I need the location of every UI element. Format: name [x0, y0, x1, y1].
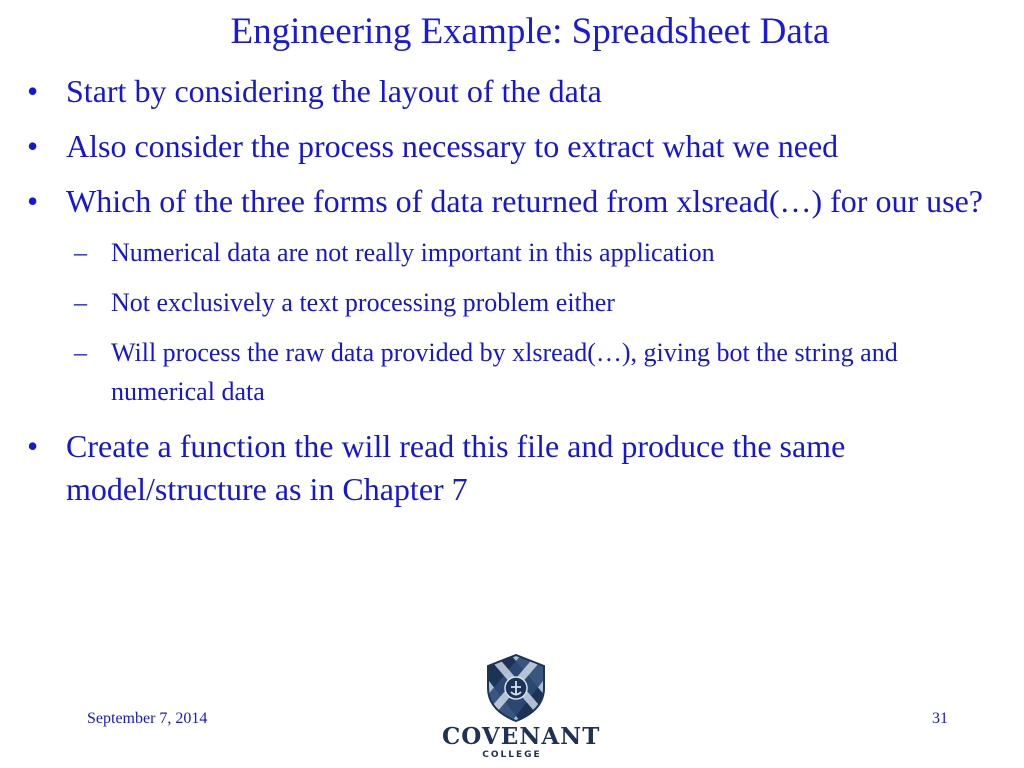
- sub-bullet-item: [27, 283, 987, 322]
- bullet-text: Start by considering the layout of the data: [66, 73, 602, 109]
- sub-bullet-marker: –: [74, 288, 87, 317]
- footer-date: September 7, 2014: [87, 710, 208, 727]
- bullet-text: Also consider the process necessary to extract what we need: [66, 128, 839, 164]
- sub-bullet-marker: –: [74, 338, 87, 367]
- slide-body: [27, 70, 987, 523]
- bullet-text: Create a function the will read this file and produce the same model/structure as in Chapter 7: [66, 428, 846, 507]
- bullet-item: [27, 180, 987, 223]
- college-logo: [442, 654, 601, 764]
- bullet-marker: •: [27, 128, 39, 164]
- sub-bullet-item: [27, 233, 987, 272]
- sub-bullet-text: Numerical data are not really important in this application: [111, 238, 715, 267]
- bullet-item: [27, 125, 987, 168]
- logo-subtitle: COLLEGE: [482, 750, 542, 760]
- bullet-item: [27, 70, 987, 113]
- logo-wordmark: COVENANT: [442, 723, 601, 750]
- sub-bullet-text: Not exclusively a text processing problem either: [111, 288, 615, 317]
- page-number: 31: [932, 710, 948, 727]
- sub-bullet-text: Will process the raw data provided by xlsread(…), giving bot the string and numerical data: [111, 338, 898, 406]
- sub-bullet-marker: –: [74, 238, 87, 267]
- bullet-marker: •: [27, 428, 39, 464]
- bullet-text: Which of the three forms of data returned from xlsread(…) for our use?: [66, 183, 983, 219]
- covenant-shield-icon: [486, 654, 546, 722]
- bullet-item: [27, 425, 987, 511]
- sub-bullet-item: [27, 333, 987, 411]
- bullet-marker: •: [27, 73, 39, 109]
- slide-title: Engineering Example: Spreadsheet Data: [230, 11, 830, 52]
- bullet-marker: •: [27, 183, 39, 219]
